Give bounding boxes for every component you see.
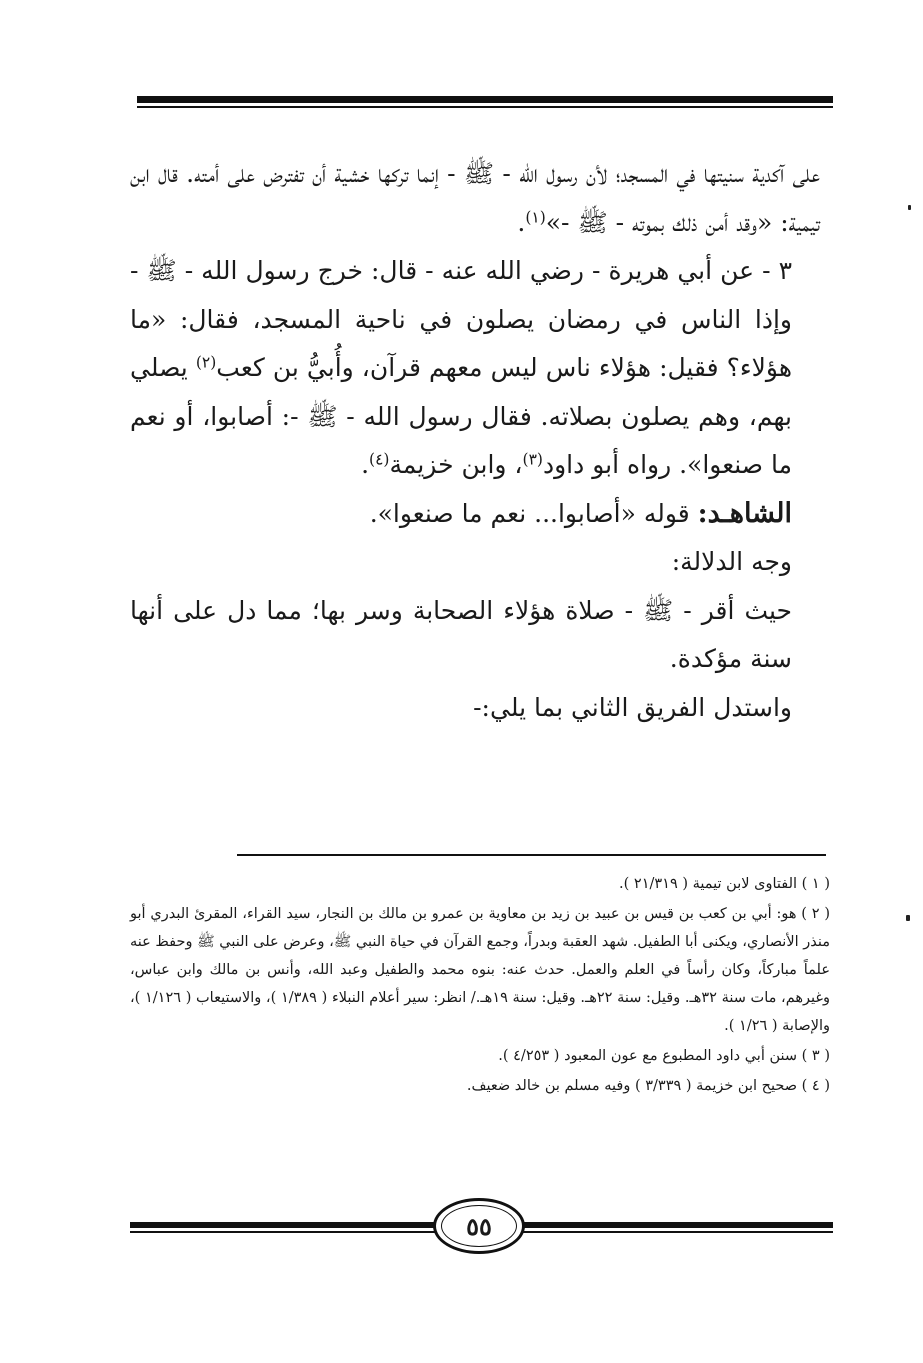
p1-line-1: على آكدية سنيتها في المسجد؛ لأن رسول الله - ﷺ - إنما تركها xyxy=(377,159,821,188)
shahid-label: الشاهـد: xyxy=(697,497,792,529)
footnote-1: ( ١ ) الفتاوى لابن تيمية ( ٢١/٣١٩ ). xyxy=(619,876,830,892)
dalala-paragraph: حيث أقر - ﷺ - صلاة هؤلاء الصحابة وسر بها؛ مما دل على أنها سنة مؤكدة. xyxy=(130,595,792,673)
p1-line-3: ﷺ -» xyxy=(545,207,608,237)
footnote-separator xyxy=(237,854,826,856)
footnote-ref-4: (٤) xyxy=(369,450,390,469)
margin-mark xyxy=(906,915,910,921)
header-rule xyxy=(137,96,833,108)
footnotes xyxy=(130,870,830,1102)
page-number: ٥٥ xyxy=(466,1211,492,1241)
paragraph-1: على آكدية سنيتها في المسجد؛ لأن رسول الله - ﷺ - إنما تركها خشية أن تفترض على أمته. قال ابن تيمية: «وقد أمن ذلك بموته - ﷺ -»$^{(١)}$. xyxy=(130,159,821,237)
main-text xyxy=(130,150,820,732)
footnote-4: ( ٤ ) صحيح ابن خزيمة ( ٣/٣٣٩ ) وفيه مسلم بن خالد ضعيف. xyxy=(466,1078,830,1094)
paragraph-2-hadith: ٣ - عن أبي هريرة - رضي الله عنه - قال: خرج رسول الله - ﷺ - وإذا الناس في رمضان يصلون في ناحية المسجد، فقال: «ما هؤلاء؟ فقيل: هؤلاء ناس ليس معهم قرآن، وأُبيُّ بن كعب$^{(٢)}$ يصلي بهم، وهم يصلون بصلاته. فقال رسول الله - ﷺ -: أصابوا، أو نعم ما صنعوا». رواه أبو داود$^{(٣)}$، وابن خزيمة$^{(٤)}$. xyxy=(130,256,793,479)
margin-mark xyxy=(908,205,911,210)
shahid-text: قوله «أصابوا... نعم ما صنعوا». xyxy=(369,498,698,528)
shahid-paragraph xyxy=(130,490,820,539)
wajh-heading: وجه الدلالة: xyxy=(671,547,792,576)
footnote-ref-1: (١) xyxy=(525,207,546,226)
p1-line-2: خشية أن تفترض على أمته. قال ابن تيمية: «وقد أمن ذلك بموته - xyxy=(130,159,820,237)
footnote-ref-3: (٣) xyxy=(522,450,543,469)
istadal-paragraph: واستدل الفريق الثاني بما يلي:- xyxy=(473,692,792,722)
footnote-2: ( ٢ ) هو: أبي بن كعب بن قيس بن عبيد بن زيد بن معاوية بن عمرو بن مالك بن النجار، سيد القراء، المقرئ البدري أبو منذر الأنصاري، ويكنى أبا الطفيل. شهد العقبة وبدراً، وجمع القرآن في حياة النبي ﷺ، وعرض على النبي ﷺ وحفظ عنه علماً مباركاً، وكان رأساً في العلم والعمل. حدث عنه: بنوه محمد والطفيل وعبد الله، وأنس بن مالك وابن عباس، وغيرهم، مات سنة ٣٢هـ. وقيل: سنة ٢٢هـ. وقيل: سنة ١٩هـ./ انظر: سير أعلام النبلاء ( ١/٣٨٩ )، والاستيعاب ( ١/١٢٦ )، والإصابة ( ١/٢٦ ). xyxy=(130,906,830,1034)
footnote-ref-2: (٢) xyxy=(195,353,217,372)
page-number-badge xyxy=(433,1198,525,1254)
footnote-3: ( ٣ ) سنن أبي داود المطبوع مع عون المعبود ( ٤/٢٥٣ ). xyxy=(498,1048,830,1064)
